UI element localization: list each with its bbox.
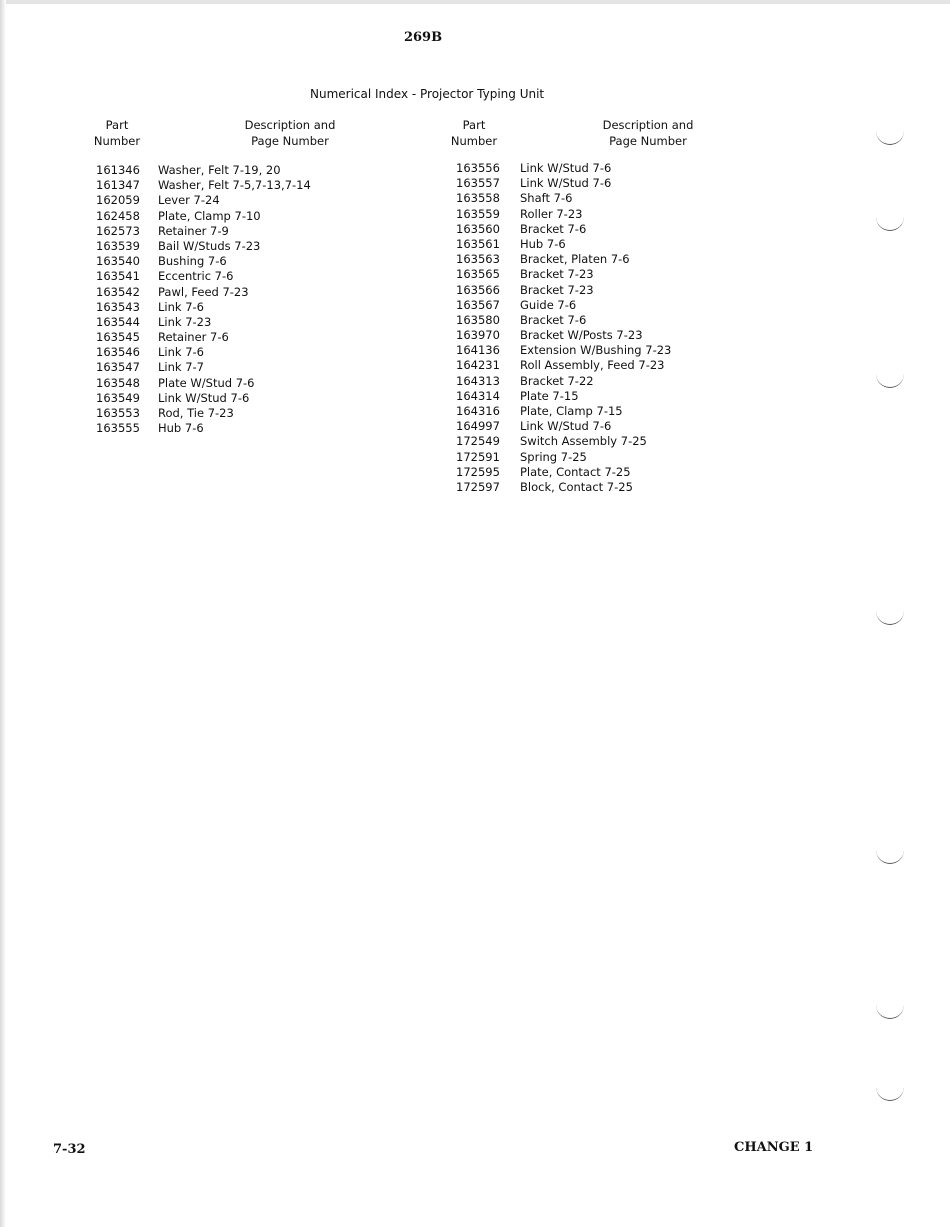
part-number: 163567	[456, 297, 500, 312]
index-row	[96, 330, 396, 345]
binder-hole-mark	[876, 1002, 904, 1019]
index-row	[456, 283, 756, 298]
left-index-column	[96, 163, 396, 436]
part-number: 163549	[96, 390, 140, 405]
part-description: Eccentric 7-6	[158, 269, 234, 284]
part-number: 163556	[456, 161, 500, 175]
part-number: 163565	[456, 267, 500, 282]
part-number: 163547	[96, 360, 140, 375]
part-description: Link W/Stud 7-6	[520, 176, 612, 191]
part-description: Bushing 7-6	[158, 254, 227, 269]
part-description: Switch Assembly 7-25	[520, 434, 647, 449]
scan-top-edge	[0, 0, 950, 4]
part-number: 163540	[96, 254, 140, 269]
part-description: Lever 7-24	[158, 193, 220, 208]
index-row	[456, 267, 756, 282]
left-part-number-header	[92, 117, 142, 149]
part-number: 164231	[456, 358, 500, 373]
index-row	[96, 269, 396, 284]
binder-hole-mark	[876, 1084, 904, 1101]
header-line: Description and	[602, 118, 694, 132]
part-number: 164313	[456, 373, 500, 388]
part-number: 163545	[96, 330, 140, 345]
part-number: 163541	[96, 269, 140, 284]
part-number: 162059	[96, 193, 140, 208]
part-description: Link 7-7	[158, 360, 204, 375]
index-row	[96, 300, 396, 315]
change-notice: CHANGE 1	[734, 1140, 814, 1155]
binder-hole-mark	[876, 608, 904, 625]
part-description: Plate, Clamp 7-10	[158, 208, 261, 223]
index-row	[456, 419, 756, 434]
part-description: Washer, Felt 7-5,7-13,7-14	[158, 178, 311, 193]
index-row	[456, 313, 756, 328]
part-description: Guide 7-6	[520, 297, 577, 312]
binder-hole-mark	[876, 214, 904, 231]
part-number: 161346	[96, 163, 140, 177]
index-row	[456, 450, 756, 465]
left-description-header	[230, 117, 350, 149]
right-part-number-header	[448, 117, 500, 149]
part-description: Bail W/Studs 7-23	[158, 238, 261, 253]
part-number: 162458	[96, 208, 140, 223]
part-description: Hub 7-6	[158, 421, 204, 436]
part-number: 163555	[96, 421, 140, 436]
index-row	[456, 237, 756, 252]
index-row	[456, 343, 756, 358]
part-description: Rod, Tie 7-23	[158, 406, 234, 420]
part-description: Plate 7-15	[520, 388, 579, 403]
part-number: 163566	[456, 282, 500, 297]
part-description: Bracket 7-23	[520, 282, 594, 297]
binder-hole-mark	[876, 847, 904, 864]
part-number: 163543	[96, 299, 140, 314]
part-number: 163546	[96, 345, 140, 360]
index-row	[456, 480, 756, 495]
part-number: 163580	[456, 312, 500, 327]
part-description: Link 7-23	[158, 314, 212, 329]
part-number: 163559	[456, 206, 500, 221]
document-id: 269B	[403, 30, 443, 45]
header-line: Page Number	[251, 134, 329, 148]
part-description: Spring 7-25	[520, 449, 587, 464]
part-description: Bracket 7-23	[520, 267, 594, 282]
part-number: 163539	[96, 238, 140, 253]
index-row	[456, 389, 756, 404]
index-row	[96, 239, 396, 254]
part-description: Roller 7-23	[520, 206, 583, 221]
index-row	[456, 252, 756, 267]
part-number: 163563	[456, 252, 500, 267]
index-row	[96, 421, 396, 436]
index-row	[96, 406, 396, 421]
right-index-column	[456, 161, 756, 495]
part-number: 164314	[456, 388, 500, 403]
index-row	[456, 328, 756, 343]
part-description: Extension W/Bushing 7-23	[520, 343, 672, 358]
part-number: 163542	[96, 284, 140, 299]
part-number: 163560	[456, 221, 500, 236]
part-description: Roll Assembly, Feed 7-23	[520, 358, 665, 373]
index-row	[456, 465, 756, 480]
index-row	[96, 285, 396, 300]
binder-hole-mark	[876, 371, 904, 388]
index-row	[96, 178, 396, 193]
header-line: Number	[450, 134, 498, 148]
part-description: Bracket 7-22	[520, 373, 594, 388]
part-number: 163548	[96, 375, 140, 390]
page-number: 7-32	[53, 1142, 86, 1157]
index-row	[456, 191, 756, 206]
header-line: Part	[462, 118, 486, 132]
part-description: Plate, Contact 7-25	[520, 464, 631, 479]
part-description: Link W/Stud 7-6	[520, 161, 612, 175]
part-description: Bracket 7-6	[520, 221, 587, 236]
part-description: Shaft 7-6	[520, 191, 573, 206]
part-description: Bracket 7-6	[520, 312, 587, 327]
index-row	[96, 224, 396, 239]
index-row	[96, 376, 396, 391]
header-line: Number	[93, 134, 141, 148]
part-number: 161347	[96, 178, 140, 193]
part-description: Link 7-6	[158, 345, 204, 360]
index-row	[456, 434, 756, 449]
part-description: Block, Contact 7-25	[520, 479, 633, 494]
index-row	[456, 207, 756, 222]
part-description: Plate W/Stud 7-6	[158, 375, 255, 390]
index-row	[96, 391, 396, 406]
part-number: 163553	[96, 406, 140, 420]
index-row	[456, 298, 756, 313]
part-description: Retainer 7-6	[158, 330, 229, 345]
index-row	[456, 222, 756, 237]
part-description: Washer, Felt 7-19, 20	[158, 163, 281, 177]
right-description-header	[588, 117, 708, 149]
part-number: 163558	[456, 191, 500, 206]
part-number: 163561	[456, 236, 500, 251]
index-row	[456, 358, 756, 373]
index-row	[96, 209, 396, 224]
part-description: Hub 7-6	[520, 236, 566, 251]
index-row	[96, 193, 396, 208]
part-number: 164136	[456, 343, 500, 358]
part-number: 164316	[456, 404, 500, 418]
part-number: 163970	[456, 328, 500, 343]
index-row	[456, 161, 756, 176]
part-description: Bracket W/Posts 7-23	[520, 328, 643, 343]
binder-hole-mark	[876, 128, 904, 145]
index-row	[96, 315, 396, 330]
part-number: 163557	[456, 176, 500, 191]
part-description: Link W/Stud 7-6	[158, 390, 250, 405]
index-row	[96, 360, 396, 375]
index-row	[456, 374, 756, 389]
part-description: Link 7-6	[158, 299, 204, 314]
header-line: Part	[105, 118, 129, 132]
part-description: Link W/Stud 7-6	[520, 419, 612, 434]
index-row	[96, 163, 396, 178]
part-number: 172549	[456, 434, 500, 449]
header-line: Description and	[244, 118, 336, 132]
part-number: 163544	[96, 314, 140, 329]
part-number: 162573	[96, 223, 140, 238]
page-title: Numerical Index - Projector Typing Unit	[310, 87, 545, 101]
index-row	[96, 254, 396, 269]
scan-left-edge	[0, 0, 6, 1227]
part-number: 164997	[456, 419, 500, 434]
part-description: Bracket, Platen 7-6	[520, 252, 630, 267]
index-row	[456, 176, 756, 191]
index-row	[96, 345, 396, 360]
part-number: 172595	[456, 464, 500, 479]
part-number: 172591	[456, 449, 500, 464]
part-number: 172597	[456, 479, 500, 494]
part-description: Pawl, Feed 7-23	[158, 284, 249, 299]
header-line: Page Number	[609, 134, 687, 148]
part-description: Retainer 7-9	[158, 223, 229, 238]
part-description: Plate, Clamp 7-15	[520, 404, 623, 418]
index-row	[456, 404, 756, 419]
